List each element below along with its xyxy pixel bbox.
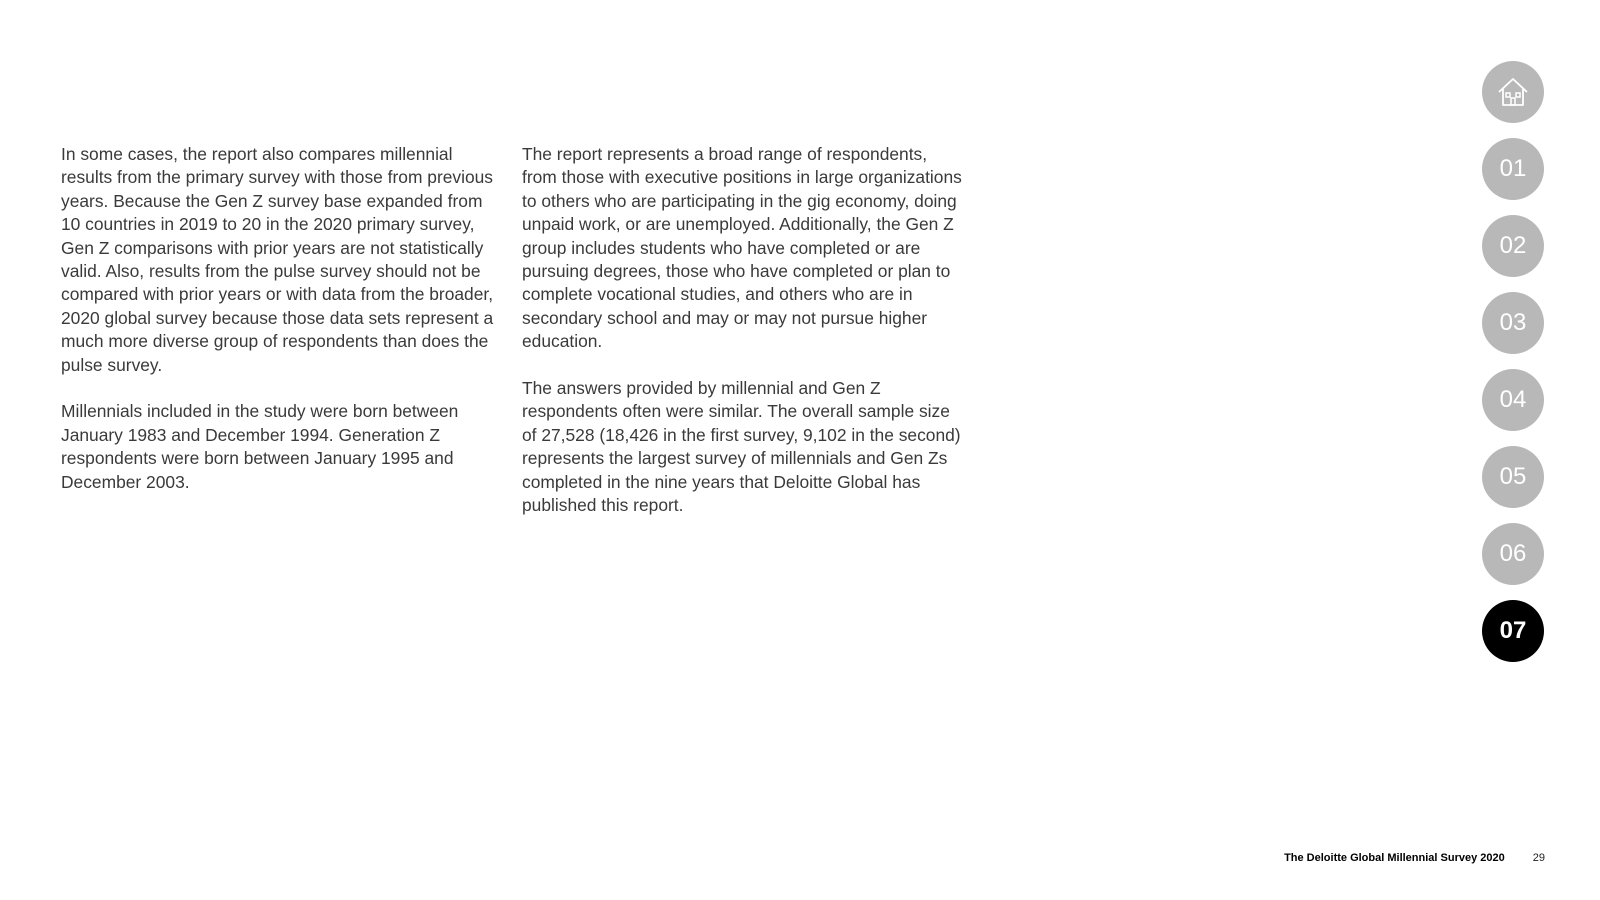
nav-section-02[interactable]: 02 bbox=[1482, 215, 1544, 277]
page-number: 29 bbox=[1532, 852, 1545, 864]
nav-section-04[interactable]: 04 bbox=[1482, 369, 1544, 431]
footer bbox=[1200, 852, 1545, 864]
left-text-column bbox=[61, 143, 496, 517]
home-button[interactable] bbox=[1482, 61, 1544, 123]
publication-title: The Deloitte Global Millennial Survey 2020 bbox=[1284, 852, 1505, 864]
paragraph: In some cases, the report also compares millennial results from the primary survey with those from previous years. Because the Gen Z survey base expanded from 10 countries in 2019 to 20 in the 2020 primary survey, Gen Z comparisons with prior years are not statistically valid. Also, results from the pulse survey should not be compared with prior years or with data from the broader, 2020 global survey because those data sets represent a much more diverse group of respondents than does the pulse survey. bbox=[61, 144, 494, 375]
home-icon bbox=[1495, 74, 1531, 110]
nav-section-03[interactable]: 03 bbox=[1482, 292, 1544, 354]
nav-section-05[interactable]: 05 bbox=[1482, 446, 1544, 508]
paragraph: The report represents a broad range of respondents, from those with executive positions in large organizations to others who are participating in the gig economy, doing unpaid work, or are unemployed. Additionally, the Gen Z group includes students who have completed or are pursuing degrees, those who have completed or plan to complete vocational studies, and others who are in secondary school and may or may not pursue higher education. bbox=[522, 144, 962, 352]
right-text-column bbox=[522, 143, 962, 541]
nav-section-06[interactable]: 06 bbox=[1482, 523, 1544, 585]
paragraph: Millennials included in the study were born between January 1983 and December 1994. Generation Z respondents were born between January 1995 and December 2003. bbox=[61, 401, 459, 492]
nav-section-01[interactable]: 01 bbox=[1482, 138, 1544, 200]
paragraph: The answers provided by millennial and Gen Z respondents often were similar. The overall sample size of 27,528 (18,426 in the first survey, 9,102 in the second) represents the largest survey of millennials and Gen Zs completed in the nine years that Deloitte Global has published this report. bbox=[522, 378, 961, 516]
section-navigation bbox=[1482, 61, 1544, 677]
nav-section-07[interactable]: 07 bbox=[1482, 600, 1544, 662]
